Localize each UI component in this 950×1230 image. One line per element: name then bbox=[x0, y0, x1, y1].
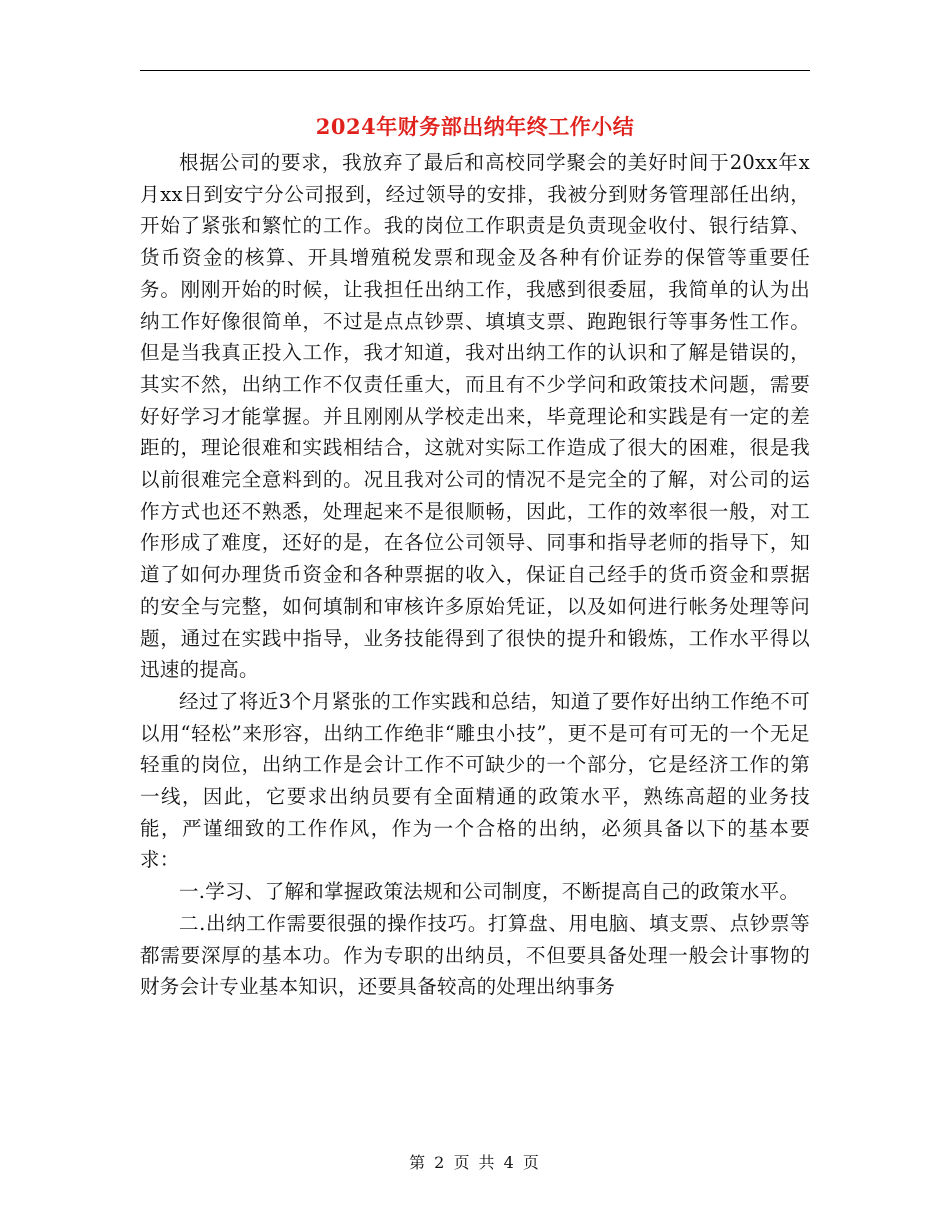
header-rule bbox=[140, 70, 810, 71]
paragraph-1: 根据公司的要求，我放弃了最后和高校同学聚会的美好时间于20xx年x月xx日到安宁分公司报到，经过领导的安排，我被分到财务管理部任出纳，开始了紧张和繁忙的工作。我的岗位工作职责是负责现金收付、银行结算、货币资金的核算、开具增殖税发票和现金及各种有价证券的保管等重要任务。刚刚开始的时候，让我担任出纳工作，我感到很委屈，我简单的认为出纳工作好像很简单，不过是点点钞票、填填支票、跑跑银行等事务性工作。但是当我真正投入工作，我才知道，我对出纳工作的认识和了解是错误的，其实不然，出纳工作不仅责任重大，而且有不少学问和政策技术问题，需要好好学习才能掌握。并且刚刚从学校走出来，毕竟理论和实践是有一定的差距的，理论很难和实践相结合，这就对实际工作造成了很大的困难，很是我以前很难完全意料到的。况且我对公司的情况不是完全的了解，对公司的运作方式也还不熟悉，处理起来不是很顺畅，因此，工作的效率很一般，对工作形成了难度，还好的是，在各位公司领导、同事和指导老师的指导下，知道了如何办理货币资金和各种票据的收入，保证自己经手的货币资金和票据的安全与完整，如何填制和审核许多原始凭证，以及如何进行帐务处理等问题，通过在实践中指导，业务技能得到了很快的提升和锻炼，工作水平得以迅速的提高。 bbox=[140, 151, 810, 682]
paragraph-2: 经过了将近3个月紧张的工作实践和总结，知道了要作好出纳工作绝不可以用“轻松”来形容，出纳工作绝非“雕虫小技”，更不是可有可无的一个无足轻重的岗位，出纳工作是会计工作不可缺少的一个部分，它是经济工作的第一线，因此，它要求出纳员要有全面精通的政策水平，熟练高超的业务技能，严谨细致的工作作风，作为一个合格的出纳，必须具备以下的基本要求： bbox=[140, 689, 810, 872]
paragraph-3: 一.学习、了解和掌握政策法规和公司制度，不断提高自己的政策水平。 bbox=[179, 880, 800, 904]
paragraph-4: 二.出纳工作需要很强的操作技巧。打算盘、用电脑、填支票、点钞票等都需要深厚的基本功。作为专职的出纳员，不但要具备处理一般会计事物的财务会计专业基本知识，还要具备较高的处理出纳事务 bbox=[140, 911, 810, 999]
document-title: 2024年财务部出纳年终工作小结 bbox=[315, 114, 635, 139]
page-number: 第 2 页 共 4 页 bbox=[409, 1153, 541, 1172]
document-body bbox=[140, 147, 810, 1003]
